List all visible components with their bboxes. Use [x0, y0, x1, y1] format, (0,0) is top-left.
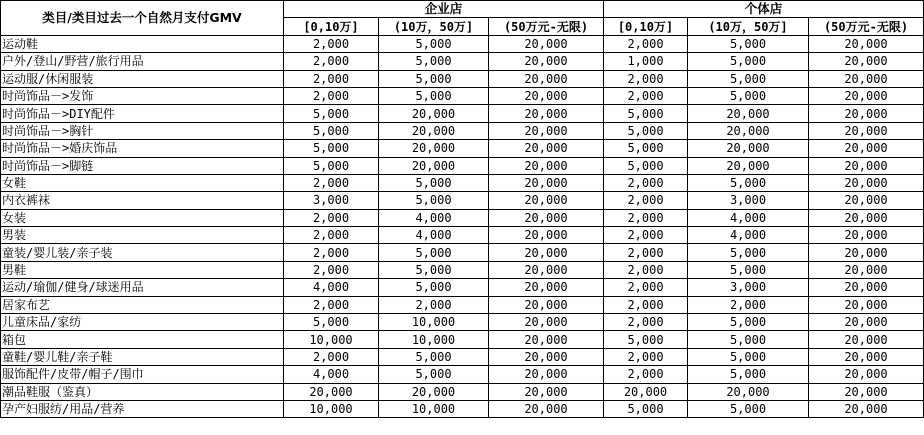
table-row [1, 174, 924, 191]
category-cell: 童装/婴儿装/亲子装 [1, 244, 284, 261]
value-cell: 2,000 [604, 348, 688, 365]
category-cell: 时尚饰品－>发饰 [1, 87, 284, 104]
value-cell: 2,000 [604, 70, 688, 87]
corner-header: 类目/类目过去一个自然月支付GMV [1, 1, 284, 36]
table-row [1, 87, 924, 104]
value-cell: 20,000 [688, 105, 809, 122]
value-cell: 4,000 [688, 209, 809, 226]
value-cell: 2,000 [284, 296, 379, 313]
value-cell: 2,000 [604, 87, 688, 104]
group-header-enterprise: 企业店 [284, 1, 604, 18]
value-cell: 2,000 [604, 174, 688, 191]
value-cell: 4,000 [379, 209, 489, 226]
value-cell: 2,000 [284, 35, 379, 52]
table-row [1, 105, 924, 122]
value-cell: 20,000 [809, 261, 924, 278]
value-cell: 5,000 [688, 70, 809, 87]
value-cell: 2,000 [604, 366, 688, 383]
header-row-groups [1, 1, 924, 18]
value-cell: 20,000 [809, 400, 924, 417]
value-cell: 20,000 [489, 261, 604, 278]
value-cell: 20,000 [809, 279, 924, 296]
value-cell: 20,000 [809, 35, 924, 52]
value-cell: 5,000 [379, 87, 489, 104]
value-cell: 20,000 [489, 279, 604, 296]
value-cell: 20,000 [489, 209, 604, 226]
value-cell: 5,000 [604, 331, 688, 348]
table-row [1, 157, 924, 174]
value-cell: 2,000 [604, 209, 688, 226]
value-cell: 20,000 [688, 122, 809, 139]
value-cell: 5,000 [688, 53, 809, 70]
value-cell: 5,000 [379, 366, 489, 383]
value-cell: 2,000 [284, 348, 379, 365]
value-cell: 20,000 [809, 53, 924, 70]
table-row [1, 227, 924, 244]
value-cell: 20,000 [809, 174, 924, 191]
table-row [1, 279, 924, 296]
value-cell: 5,000 [688, 87, 809, 104]
category-cell: 女鞋 [1, 174, 284, 191]
value-cell: 20,000 [489, 35, 604, 52]
value-cell: 4,000 [284, 279, 379, 296]
value-cell: 5,000 [688, 261, 809, 278]
category-cell: 潮品鞋服（鉴真） [1, 383, 284, 400]
value-cell: 5,000 [604, 400, 688, 417]
value-cell: 4,000 [688, 227, 809, 244]
value-cell: 20,000 [809, 383, 924, 400]
value-cell: 5,000 [604, 105, 688, 122]
value-cell: 20,000 [688, 140, 809, 157]
value-cell: 2,000 [284, 87, 379, 104]
value-cell: 2,000 [284, 209, 379, 226]
value-cell: 2,000 [284, 174, 379, 191]
value-cell: 20,000 [809, 70, 924, 87]
range-header: (50万元-无限) [489, 18, 604, 35]
value-cell: 2,000 [604, 261, 688, 278]
value-cell: 20,000 [809, 87, 924, 104]
value-cell: 20,000 [688, 157, 809, 174]
value-cell: 10,000 [284, 331, 379, 348]
range-header: (10万，50万] [688, 18, 809, 35]
value-cell: 2,000 [284, 227, 379, 244]
value-cell: 20,000 [489, 105, 604, 122]
value-cell: 20,000 [809, 192, 924, 209]
value-cell: 5,000 [688, 174, 809, 191]
value-cell: 20,000 [809, 209, 924, 226]
category-cell: 童鞋/婴儿鞋/亲子鞋 [1, 348, 284, 365]
value-cell: 20,000 [489, 296, 604, 313]
value-cell: 10,000 [379, 314, 489, 331]
value-cell: 5,000 [379, 174, 489, 191]
table-row [1, 261, 924, 278]
table-row [1, 366, 924, 383]
category-cell: 户外/登山/野营/旅行用品 [1, 53, 284, 70]
value-cell: 2,000 [604, 35, 688, 52]
value-cell: 2,000 [604, 227, 688, 244]
value-cell: 5,000 [284, 314, 379, 331]
table-row [1, 53, 924, 70]
range-header: (10万，50万] [379, 18, 489, 35]
value-cell: 20,000 [489, 140, 604, 157]
category-cell: 内衣裤袜 [1, 192, 284, 209]
category-cell: 时尚饰品－>脚链 [1, 157, 284, 174]
value-cell: 5,000 [604, 157, 688, 174]
category-cell: 孕产妇服纺/用品/营养 [1, 400, 284, 417]
value-cell: 20,000 [489, 87, 604, 104]
table-row [1, 192, 924, 209]
value-cell: 4,000 [379, 227, 489, 244]
table-row [1, 35, 924, 52]
value-cell: 20,000 [489, 383, 604, 400]
table-row [1, 400, 924, 417]
value-cell: 20,000 [489, 70, 604, 87]
category-cell: 运动/瑜伽/健身/球迷用品 [1, 279, 284, 296]
value-cell: 20,000 [809, 314, 924, 331]
table-row [1, 70, 924, 87]
value-cell: 2,000 [604, 192, 688, 209]
value-cell: 20,000 [809, 105, 924, 122]
value-cell: 2,000 [284, 244, 379, 261]
table-row [1, 140, 924, 157]
table-row [1, 348, 924, 365]
value-cell: 20,000 [489, 400, 604, 417]
value-cell: 5,000 [688, 331, 809, 348]
category-cell: 时尚饰品－>婚庆饰品 [1, 140, 284, 157]
table-row [1, 296, 924, 313]
table-row [1, 331, 924, 348]
value-cell: 2,000 [604, 244, 688, 261]
value-cell: 3,000 [688, 192, 809, 209]
value-cell: 5,000 [379, 348, 489, 365]
category-cell: 运动服/休闲服装 [1, 70, 284, 87]
table-row [1, 383, 924, 400]
value-cell: 5,000 [379, 192, 489, 209]
value-cell: 20,000 [809, 296, 924, 313]
value-cell: 20,000 [809, 122, 924, 139]
value-cell: 20,000 [809, 331, 924, 348]
value-cell: 20,000 [604, 383, 688, 400]
table-body [1, 35, 924, 418]
value-cell: 2,000 [604, 314, 688, 331]
value-cell: 2,000 [284, 53, 379, 70]
value-cell: 20,000 [379, 140, 489, 157]
value-cell: 2,000 [604, 279, 688, 296]
value-cell: 20,000 [688, 383, 809, 400]
value-cell: 20,000 [489, 157, 604, 174]
value-cell: 5,000 [284, 122, 379, 139]
value-cell: 5,000 [284, 105, 379, 122]
range-header: [0,10万] [604, 18, 688, 35]
value-cell: 20,000 [489, 244, 604, 261]
table-row [1, 122, 924, 139]
value-cell: 20,000 [489, 192, 604, 209]
value-cell: 20,000 [489, 331, 604, 348]
value-cell: 1,000 [604, 53, 688, 70]
group-header-individual: 个体店 [604, 1, 924, 18]
category-cell: 运动鞋 [1, 35, 284, 52]
value-cell: 5,000 [379, 261, 489, 278]
value-cell: 3,000 [284, 192, 379, 209]
value-cell: 2,000 [688, 296, 809, 313]
value-cell: 10,000 [379, 400, 489, 417]
category-cell: 男鞋 [1, 261, 284, 278]
category-cell: 女装 [1, 209, 284, 226]
value-cell: 5,000 [284, 157, 379, 174]
value-cell: 3,000 [688, 279, 809, 296]
value-cell: 5,000 [688, 244, 809, 261]
value-cell: 2,000 [379, 296, 489, 313]
category-cell: 时尚饰品－>DIY配件 [1, 105, 284, 122]
value-cell: 20,000 [809, 157, 924, 174]
value-cell: 2,000 [284, 261, 379, 278]
range-header: [0,10万] [284, 18, 379, 35]
value-cell: 20,000 [489, 348, 604, 365]
value-cell: 20,000 [489, 314, 604, 331]
category-cell: 箱包 [1, 331, 284, 348]
value-cell: 5,000 [688, 366, 809, 383]
value-cell: 4,000 [284, 366, 379, 383]
value-cell: 10,000 [379, 331, 489, 348]
category-cell: 时尚饰品－>胸针 [1, 122, 284, 139]
value-cell: 20,000 [379, 122, 489, 139]
value-cell: 20,000 [489, 366, 604, 383]
value-cell: 20,000 [489, 227, 604, 244]
category-cell: 服饰配件/皮带/帽子/围巾 [1, 366, 284, 383]
value-cell: 5,000 [688, 314, 809, 331]
value-cell: 5,000 [688, 35, 809, 52]
value-cell: 20,000 [489, 174, 604, 191]
value-cell: 20,000 [284, 383, 379, 400]
value-cell: 20,000 [809, 140, 924, 157]
value-cell: 5,000 [688, 400, 809, 417]
value-cell: 5,000 [284, 140, 379, 157]
value-cell: 2,000 [604, 296, 688, 313]
value-cell: 20,000 [809, 227, 924, 244]
value-cell: 20,000 [379, 383, 489, 400]
value-cell: 20,000 [489, 122, 604, 139]
value-cell: 5,000 [379, 70, 489, 87]
range-header: (50万元-无限) [809, 18, 924, 35]
value-cell: 5,000 [379, 53, 489, 70]
category-cell: 居家布艺 [1, 296, 284, 313]
value-cell: 20,000 [809, 244, 924, 261]
value-cell: 20,000 [379, 105, 489, 122]
value-cell: 5,000 [688, 348, 809, 365]
category-cell: 男装 [1, 227, 284, 244]
value-cell: 5,000 [604, 122, 688, 139]
value-cell: 20,000 [489, 53, 604, 70]
value-cell: 5,000 [379, 35, 489, 52]
table-header [1, 1, 924, 36]
value-cell: 20,000 [379, 157, 489, 174]
value-cell: 5,000 [379, 244, 489, 261]
value-cell: 2,000 [284, 70, 379, 87]
value-cell: 10,000 [284, 400, 379, 417]
value-cell: 20,000 [809, 348, 924, 365]
table-row [1, 209, 924, 226]
category-cell: 儿童床品/家纺 [1, 314, 284, 331]
table-row [1, 314, 924, 331]
value-cell: 5,000 [604, 140, 688, 157]
value-cell: 5,000 [379, 279, 489, 296]
value-cell: 20,000 [809, 366, 924, 383]
table-row [1, 244, 924, 261]
